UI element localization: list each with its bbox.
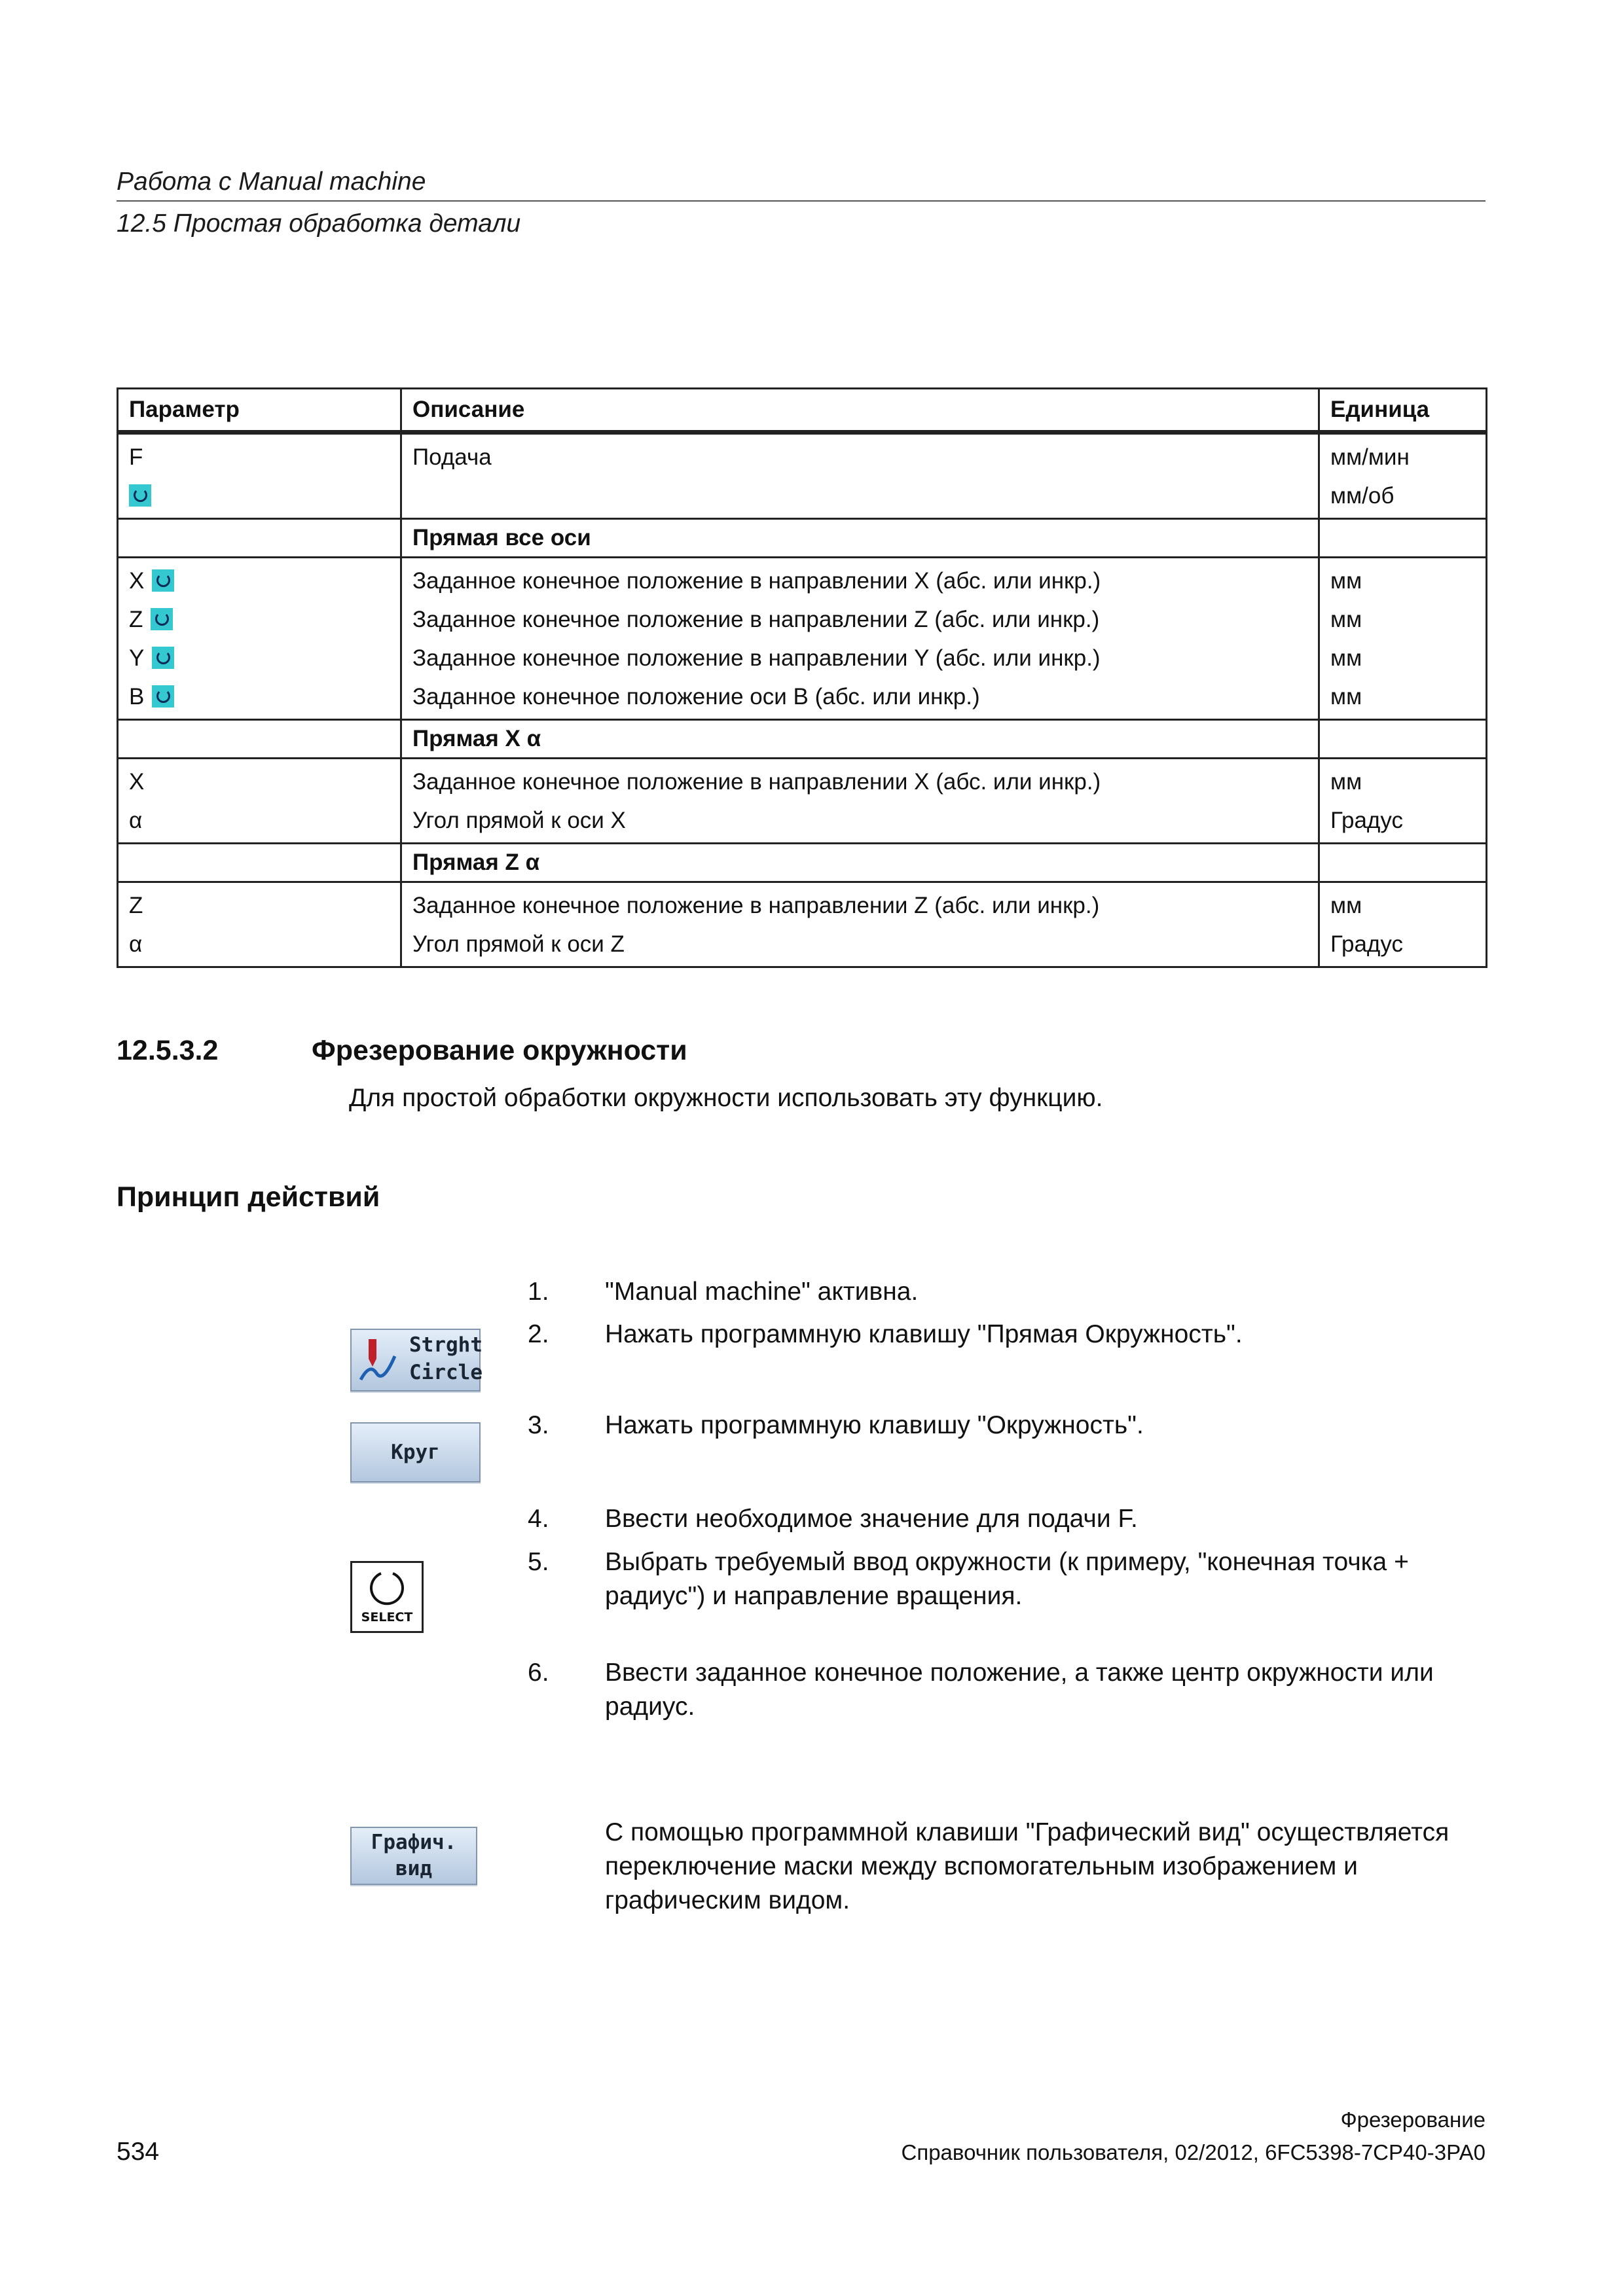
toggle-icon (129, 484, 151, 507)
param-unit: мм (1330, 568, 1362, 594)
select-key[interactable] (350, 1561, 424, 1633)
param-name: Y (129, 645, 145, 671)
header-divider (117, 200, 1486, 202)
straight-circle-softkey[interactable] (350, 1329, 481, 1391)
step-text: "Manual machine" активна. (605, 1278, 919, 1306)
footer-document-info: Справочник пользователя, 02/2012, 6FC5398-7CP40-3PA0 (901, 2140, 1486, 2164)
footer-chapter-name: Фрезерование (1340, 2108, 1486, 2132)
circle-arrow-icon (368, 1568, 406, 1606)
section-title-straight-x-alpha: Прямая X α (401, 720, 1319, 759)
param-name: α (129, 931, 143, 957)
toggle-icon (152, 647, 174, 669)
circle-softkey[interactable] (350, 1422, 481, 1482)
softkey-label: Графич. (371, 1831, 457, 1854)
param-name: α (129, 808, 143, 833)
step-number: 4. (528, 1505, 549, 1533)
softkey-label: Круг (391, 1441, 440, 1464)
step-text: Нажать программную клавишу "Прямая Окружность". (605, 1320, 1243, 1348)
table-row-group (118, 558, 1487, 720)
procedure-heading: Принцип действий (117, 1181, 380, 1213)
step-number: 1. (528, 1278, 549, 1306)
param-description: Заданное конечное положение в направлении Z (абс. или инкр.) (412, 893, 1100, 918)
page-number: 534 (117, 2138, 160, 2166)
param-description: Подача (412, 444, 492, 470)
column-header-parameter: Параметр (129, 397, 240, 422)
param-description: Угол прямой к оси Z (412, 931, 625, 957)
section-title-straight-z-alpha: Прямая Z α (401, 844, 1319, 882)
param-name: Z (129, 893, 143, 918)
parameter-table (117, 387, 1487, 968)
column-header-unit: Единица (1319, 389, 1487, 433)
running-header-section: 12.5 Простая обработка детали (117, 209, 521, 238)
param-unit: Градус (1330, 808, 1403, 833)
param-description: Заданное конечное положение в направлении Y (абс. или инкр.) (412, 645, 1101, 671)
param-name: X (129, 568, 145, 594)
param-description: Угол прямой к оси X (412, 808, 626, 833)
param-name: F (129, 444, 143, 470)
softkey-label: Strght (409, 1333, 483, 1357)
param-unit: мм (1330, 769, 1362, 795)
step-text: Нажать программную клавишу "Окружность". (605, 1411, 1144, 1439)
softkey-label: вид (395, 1857, 432, 1880)
softkey-label: Circle (409, 1361, 483, 1384)
param-unit: Градус (1330, 931, 1403, 957)
table-row-group (118, 759, 1487, 844)
step-number: 3. (528, 1411, 549, 1439)
param-description: Заданное конечное положение в направлении Z (абс. или инкр.) (412, 607, 1100, 632)
running-header-chapter: Работа с Manual machine (117, 168, 426, 196)
step-number: 5. (528, 1548, 549, 1576)
section-number: 12.5.3.2 (117, 1035, 219, 1066)
table-section-row (118, 844, 1487, 882)
table-section-row (118, 519, 1487, 558)
table-row-feed (118, 433, 1487, 519)
milling-cutter-icon (357, 1336, 399, 1384)
toggle-icon (152, 569, 174, 592)
section-title-straight-all-axes: Прямая все оси (401, 519, 1319, 558)
step-text: Ввести заданное конечное положение, а также центр окружности или радиус. (605, 1659, 1434, 1721)
table-header-row (118, 389, 1487, 433)
graphic-view-note: С помощью программной клавиши "Графический вид" осуществляется переключение маски между вспомогательным изображением и графическим видом. (605, 1818, 1450, 1914)
step-text: Ввести необходимое значение для подачи F. (605, 1505, 1138, 1533)
param-unit: мм (1330, 645, 1362, 671)
select-key-label: SELECT (361, 1610, 413, 1624)
param-name: X (129, 769, 145, 795)
toggle-icon (151, 608, 173, 630)
param-name: Z (129, 607, 143, 632)
table-section-row (118, 720, 1487, 759)
graphic-view-softkey[interactable] (350, 1827, 477, 1885)
param-name: B (129, 684, 145, 709)
table-row-group (118, 882, 1487, 967)
param-unit: мм/об (1330, 483, 1395, 509)
column-header-description: Описание (401, 389, 1319, 433)
param-description: Заданное конечное положение оси B (абс. или инкр.) (412, 684, 980, 709)
param-unit: мм (1330, 893, 1362, 918)
param-unit: мм (1330, 684, 1362, 709)
section-intro: Для простой обработки окружности использовать эту функцию. (349, 1084, 1103, 1112)
param-description: Заданное конечное положение в направлении X (абс. или инкр.) (412, 769, 1101, 795)
step-number: 2. (528, 1320, 549, 1348)
toggle-icon (152, 685, 174, 708)
section-title: Фрезерование окружности (312, 1035, 687, 1066)
param-description: Заданное конечное положение в направлении X (абс. или инкр.) (412, 568, 1101, 594)
param-unit: мм/мин (1330, 444, 1410, 470)
step-number: 6. (528, 1659, 549, 1687)
step-text: Выбрать требуемый ввод окружности (к примеру, "конечная точка + радиус") и направление вращения. (605, 1548, 1409, 1610)
param-unit: мм (1330, 607, 1362, 632)
